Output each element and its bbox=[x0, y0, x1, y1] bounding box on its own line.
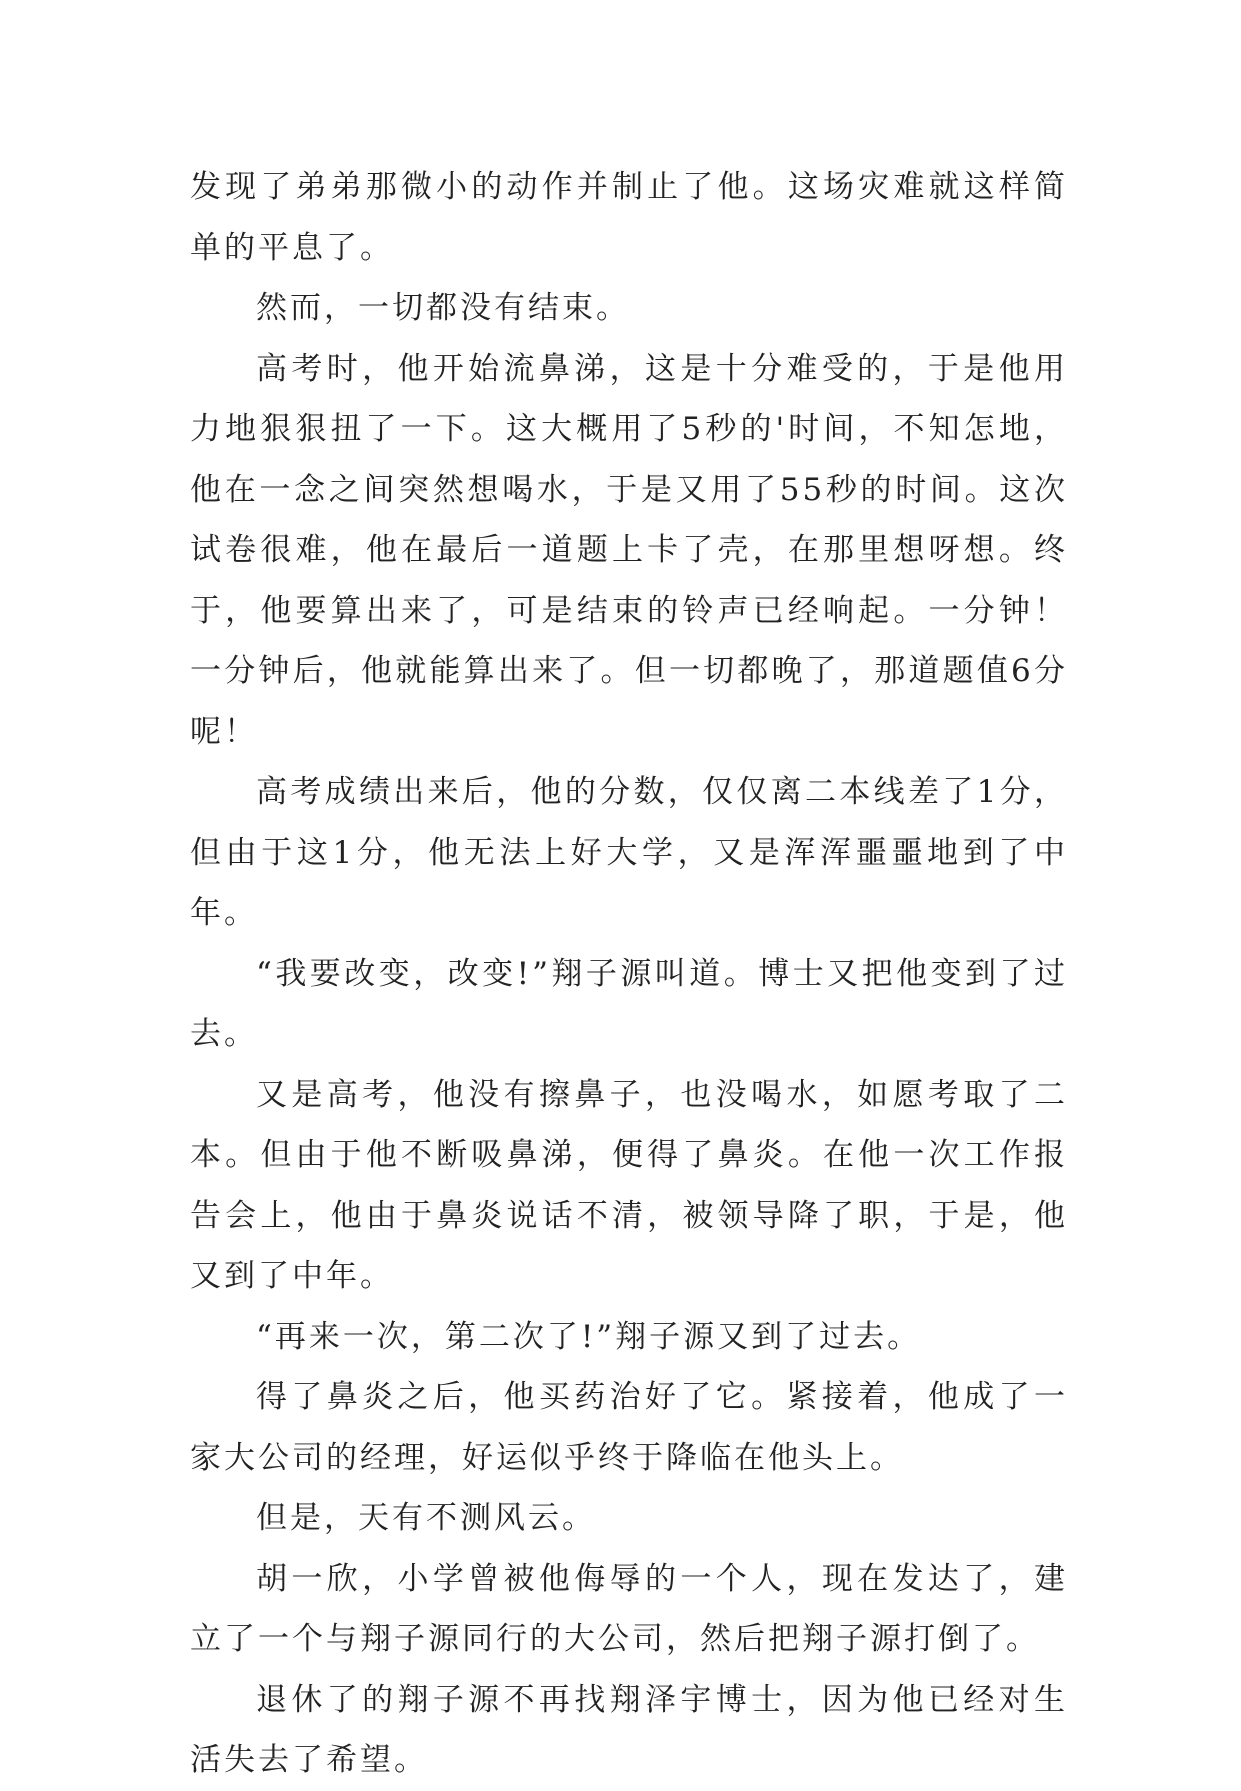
paragraph: 高考成绩出来后，他的分数，仅仅离二本线差了1分，但由于这1分，他无法上好大学，又是浑浑噩噩地到了中年。 bbox=[190, 774, 1068, 931]
paragraph: 发现了弟弟那微小的动作并制止了他。这场灾难就这样简单的平息了。 bbox=[190, 169, 1068, 266]
paragraph: 胡一欣，小学曾被他侮辱的一个人，现在发达了，建立了一个与翔子源同行的大公司，然后把翔子源打倒了。 bbox=[190, 1560, 1068, 1657]
paragraph: 但是，天有不测风云。 bbox=[256, 1500, 596, 1536]
paragraph: 得了鼻炎之后，他买药治好了它。紧接着，他成了一家大公司的经理，好运似乎终于降临在他头上。 bbox=[190, 1379, 1068, 1476]
paragraph: 退休了的翔子源不再找翔泽宇博士，因为他已经对生活失去了希望。 bbox=[190, 1681, 1068, 1778]
paragraph: 然而，一切都没有结束。 bbox=[256, 290, 630, 326]
paragraph: “再来一次，第二次了!”翔子源又到了过去。 bbox=[256, 1318, 922, 1355]
paragraph: 高考时，他开始流鼻涕，这是十分难受的，于是他用力地狠狠扭了一下。这大概用了5秒的'时间，不知怎地，他在一念之间突然想喝水，于是又用了55秒的时间。这次试卷很难，他在最后一道题上卡了壳，在那里想呀想。终于，他要算出来了，可是结束的铃声已经响起。一分钟！一分钟后，他就能算出来了。但一切都晚了，那道题值6分呢！ bbox=[190, 350, 1068, 750]
paragraph: “我要改变，改变!”翔子源叫道。博士又把他变到了过去。 bbox=[190, 955, 1068, 1052]
document-body bbox=[190, 157, 1068, 1791]
paragraph: 又是高考，他没有擦鼻子，也没喝水，如愿考取了二本。但由于他不断吸鼻涕，便得了鼻炎。在他一次工作报告会上，他由于鼻炎说话不清，被领导降了职，于是，他又到了中年。 bbox=[190, 1076, 1068, 1294]
